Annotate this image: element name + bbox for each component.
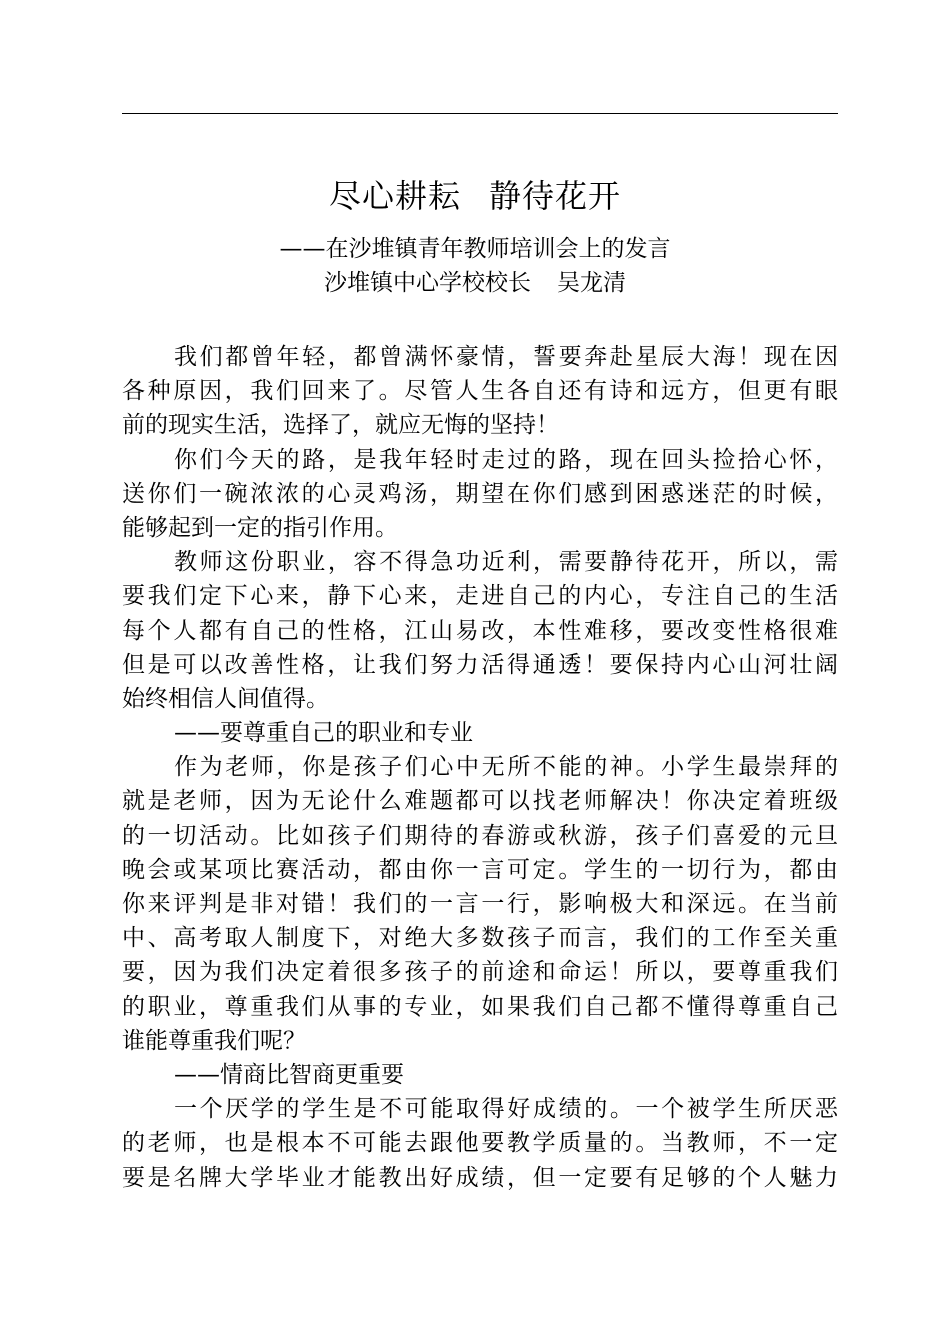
body-line: 要，因为我们决定着很多孩子的前途和命运！所以，要尊重我们 (122, 959, 838, 986)
body-line: 中、高考取人制度下，对绝大多数孩子而言，我们的工作至关重 (122, 925, 838, 952)
body-line: 作为老师，你是孩子们心中无所不能的神。小学生最崇拜的 (174, 754, 838, 781)
body-line: 晚会或某项比赛活动，都由你一言可定。学生的一切行为，都由 (122, 856, 838, 883)
body-line: 一个厌学的学生是不可能取得好成绩的。一个被学生所厌恶 (174, 1096, 838, 1123)
document-subtitle: ——在沙堆镇青年教师培训会上的发言 (279, 236, 671, 262)
body-line: 我们都曾年轻，都曾满怀豪情，誓要奔赴星辰大海！现在因 (174, 344, 838, 370)
body-line: 始终相信人间值得。 (122, 685, 329, 712)
body-line: 的职业，尊重我们从事的专业，如果我们自己都不懂得尊重自己 (122, 993, 838, 1020)
section-heading: ——要尊重自己的职业和专业 (174, 720, 473, 747)
document-title (0, 174, 950, 218)
body-line: 的一切活动。比如孩子们期待的春游或秋游，孩子们喜爱的元旦 (122, 822, 838, 849)
author-name: 吴龙清 (557, 270, 626, 296)
body-line: 教师这份职业，容不得急功近利，需要静待花开，所以，需 (174, 549, 838, 576)
title-part-1: 尽心耕耘 (328, 177, 461, 215)
body-line: 谁能尊重我们呢？ (122, 1027, 306, 1054)
body-line: 能够起到一定的指引作用。 (122, 514, 398, 541)
body-line: 你来评判是非对错！我们的一言一行，影响极大和深远。在当前 (122, 891, 838, 917)
author-role: 沙堆镇中心学校校长 (324, 270, 531, 296)
body-line: 送你们一碗浓浓的心灵鸡汤，期望在你们感到困惑迷茫的时候， (122, 480, 838, 507)
body-line: 前的现实生活，选择了，就应无悔的坚持！ (122, 412, 559, 439)
author-line (0, 267, 950, 299)
body-line: 要是名牌大学毕业才能教出好成绩，但一定要有足够的个人魅力 (122, 1164, 838, 1191)
body-line: 各种原因，我们回来了。尽管人生各自还有诗和远方，但更有眼 (122, 378, 838, 405)
body-line: 每个人都有自己的性格，江山易改，本性难移，要改变性格很难 (122, 617, 838, 644)
header-rule (122, 113, 838, 114)
body-line: 要我们定下心来，静下心来，走进自己的内心，专注自己的生活 (122, 583, 838, 610)
title-part-2: 静待花开 (489, 177, 622, 215)
body-text (122, 340, 838, 1195)
body-line: 但是可以改善性格，让我们努力活得通透！要保持内心山河壮阔 (122, 651, 838, 678)
body-line: 就是老师，因为无论什么难题都可以找老师解决！你决定着班级 (122, 788, 838, 815)
section-heading: ——情商比智商更重要 (174, 1061, 404, 1088)
body-line: 你们今天的路，是我年轻时走过的路，现在回头捡拾心怀， (174, 446, 838, 473)
body-line: 的老师，也是根本不可能去跟他要教学质量的。当教师，不一定 (122, 1130, 838, 1157)
